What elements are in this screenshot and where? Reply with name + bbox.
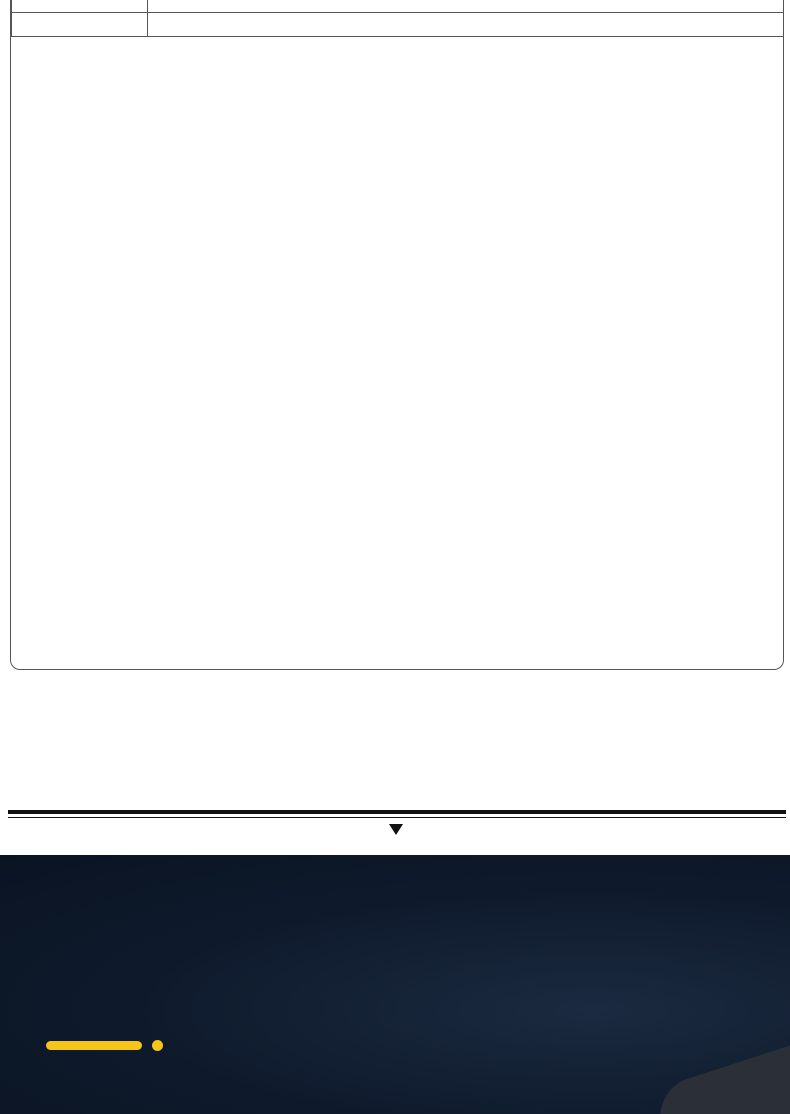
spec-table-container [10,0,784,670]
usage-row [12,13,784,37]
device-image [650,1041,790,1114]
section-heading [0,695,790,701]
accent-dot [152,1040,163,1051]
spec-table [11,0,784,37]
usage-label [12,13,148,37]
disclaimer-note [11,37,783,65]
divider-thin [8,817,786,818]
accent-bar [46,1041,142,1050]
cleaners-value [148,0,784,13]
cleaners-label [12,0,148,13]
usage-value [148,13,784,37]
divider-thick [8,810,786,814]
cleaners-row [12,0,784,13]
down-arrow-icon [389,824,403,835]
hero-banner [0,855,790,1114]
